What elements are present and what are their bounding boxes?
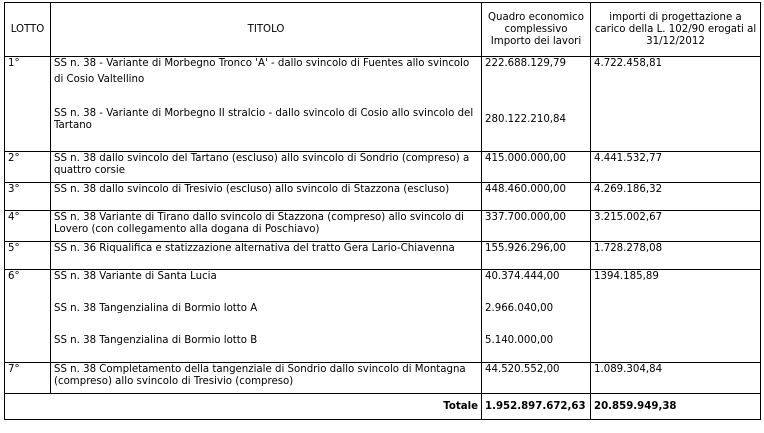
lotto-cell: 2° bbox=[5, 152, 51, 183]
quadro-value: 2.966.040,00 bbox=[485, 303, 554, 314]
table-row bbox=[5, 152, 761, 183]
titolo-text: SS n. 38 Tangenzialina di Bormio lotto B bbox=[54, 335, 258, 346]
quadro-value: 280.122.210,84 bbox=[485, 114, 567, 125]
lotto-cell: 5° bbox=[5, 242, 51, 270]
importi-cell: 4.441.532,77 bbox=[591, 152, 761, 183]
lotto-cell: 6° bbox=[5, 270, 51, 363]
titolo-text: SS n. 38 - Variante di Morbegno Tronco 'A' - dallo svincolo di Fuentes allo svincolo bbox=[54, 58, 470, 69]
titolo-cell bbox=[51, 57, 482, 152]
quadro-cell: 337.700.000,00 bbox=[482, 211, 591, 242]
quadro-cell: 448.460.000,00 bbox=[482, 183, 591, 211]
table-row bbox=[5, 270, 761, 363]
importi-cell: 4.269.186,32 bbox=[591, 183, 761, 211]
titolo-text: di Cosio Valtellino bbox=[54, 74, 145, 85]
importi-cell: 1.728.278,08 bbox=[591, 242, 761, 270]
importi-cell: 1.089.304,84 bbox=[591, 363, 761, 394]
header-lotto: LOTTO bbox=[5, 3, 51, 57]
totals-quadro: 1.952.897.672,63 bbox=[482, 394, 591, 420]
importi-cell: 3.215.002,67 bbox=[591, 211, 761, 242]
titolo-cell: SS n. 36 Riqualifica e statizzazione alternativa del tratto Gera Lario-Chiavenna bbox=[51, 242, 482, 270]
quadro-value: 5.140.000,00 bbox=[485, 335, 554, 346]
lotto-cell: 1° bbox=[5, 57, 51, 152]
totals-label: Totale bbox=[51, 394, 482, 420]
lotto-cell: 4° bbox=[5, 211, 51, 242]
table-row bbox=[5, 57, 761, 152]
titolo-text: SS n. 38 - Variante di Morbegno II stralcio - dallo svincolo di Cosio allo svincolo del Tartano bbox=[54, 108, 474, 131]
lotto-cell: 7° bbox=[5, 363, 51, 394]
header-quadro: Quadro economico complessivo Importo dei lavori bbox=[482, 3, 591, 57]
table-row bbox=[5, 363, 761, 394]
importi-cell: 4.722.458,81 bbox=[591, 57, 761, 152]
quadro-value: 222.688.129,79 bbox=[485, 58, 567, 69]
titolo-cell: SS n. 38 Completamento della tangenziale di Sondrio dallo svincolo di Montagna (compreso) allo svincolo di Tresivio (compreso) bbox=[51, 363, 482, 394]
lots-table bbox=[4, 2, 761, 420]
header-row bbox=[5, 3, 761, 57]
header-titolo: TITOLO bbox=[51, 3, 482, 57]
table-row bbox=[5, 183, 761, 211]
titolo-text: SS n. 38 Tangenzialina di Bormio lotto A bbox=[54, 303, 258, 314]
importi-cell: 1394.185,89 bbox=[591, 270, 761, 363]
titolo-cell: SS n. 38 dallo svincolo di Tresivio (escluso) allo svincolo di Stazzona (escluso) bbox=[51, 183, 482, 211]
totals-row bbox=[5, 394, 761, 420]
quadro-value: 40.374.444,00 bbox=[485, 271, 560, 282]
quadro-cell: 415.000.000,00 bbox=[482, 152, 591, 183]
titolo-cell: SS n. 38 dallo svincolo del Tartano (escluso) allo svincolo di Sondrio (compreso) a quattro corsie bbox=[51, 152, 482, 183]
quadro-cell: 44.520.552,00 bbox=[482, 363, 591, 394]
quadro-cell bbox=[482, 270, 591, 363]
titolo-cell bbox=[51, 270, 482, 363]
table-row bbox=[5, 211, 761, 242]
table-row bbox=[5, 242, 761, 270]
titolo-cell: SS n. 38 Variante di Tirano dallo svincolo di Stazzona (compreso) allo svincolo di Lovero (con collegamento alla dogana di Poschiavo) bbox=[51, 211, 482, 242]
quadro-cell bbox=[482, 57, 591, 152]
quadro-cell: 155.926.296,00 bbox=[482, 242, 591, 270]
lotto-cell: 3° bbox=[5, 183, 51, 211]
totals-importi: 20.859.949,38 bbox=[591, 394, 761, 420]
titolo-text: SS n. 38 Variante di Santa Lucia bbox=[54, 271, 217, 282]
header-importi: importi di progettazione a carico della L. 102/90 erogati al 31/12/2012 bbox=[591, 3, 761, 57]
totals-spacer bbox=[5, 394, 51, 420]
